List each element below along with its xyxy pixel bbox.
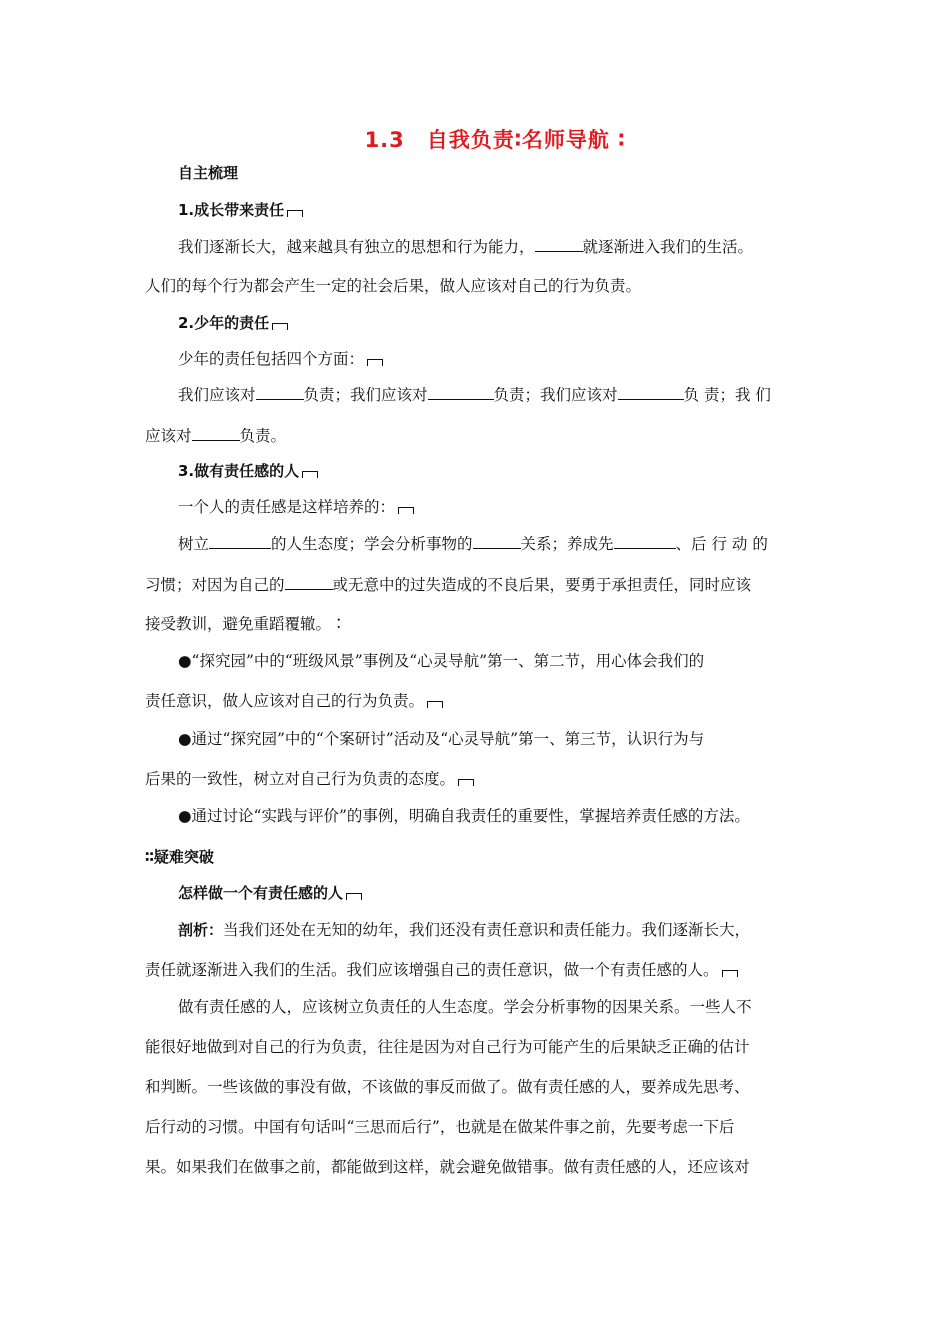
heading-responsible-person	[178, 461, 318, 481]
bracket-mark-icon	[272, 323, 288, 330]
section-heading-self-study: 自主梳理	[178, 164, 239, 182]
text: 就逐渐进入我们的生活。	[582, 238, 754, 256]
text: 后果的一致性，树立对自己行为负责的态度。	[145, 770, 456, 788]
paragraph-line	[178, 497, 414, 517]
bracket-mark-icon	[302, 471, 318, 478]
fill-blank	[192, 425, 240, 441]
heading-how-to-be-responsible	[178, 883, 362, 903]
bracket-mark-icon	[346, 893, 362, 900]
text: 一个人的责任感是这样培养的：	[178, 498, 396, 516]
fill-blank	[428, 384, 494, 400]
paragraph-line	[178, 533, 768, 554]
analysis-label: 剖析：	[178, 921, 224, 939]
paragraph-line: 接受教训，避免重蹈覆辙。∶	[145, 615, 347, 633]
bracket-mark-icon	[722, 970, 738, 977]
section-heading-difficulties: ∶∶疑难突破	[145, 848, 214, 866]
heading-text: 3.做有责任感的人	[178, 462, 300, 480]
fill-blank	[473, 533, 521, 549]
text: 责任意识，做人应该对自己的行为负责。	[145, 692, 425, 710]
text: 关系；养成先	[520, 535, 614, 553]
paragraph-line	[145, 425, 286, 446]
bracket-mark-icon	[367, 359, 383, 366]
text: 负责；我们应该对	[303, 386, 428, 404]
page-title: 1.3 自我负责∶名师导航 ∶	[364, 128, 626, 152]
text: 我们逐渐长大，越来越具有独立的思想和行为能力，	[178, 238, 535, 256]
paragraph-line: 后行动的习惯。中国有句话叫“三思而后行”，也就是在做某件事之前，先要考虑一下后	[145, 1118, 735, 1136]
text: 责任就逐渐进入我们的生活。我们应该增强自己的责任意识，做一个有责任感的人。	[145, 961, 719, 979]
fill-blank	[614, 533, 676, 549]
paragraph-line: 能很好地做到对自己的行为负责，往往是因为对自己行为可能产生的后果缺乏正确的估计	[145, 1038, 750, 1056]
bullet-line: ●通过讨论“实践与评价”的事例，明确自我责任的重要性，掌握培养责任感的方法。	[178, 807, 750, 825]
text: 或无意中的过失造成的不良后果，要勇于承担责任，同时应该	[332, 576, 752, 594]
fill-blank	[285, 574, 333, 590]
text: 我们应该对	[178, 386, 256, 404]
fill-blank	[535, 236, 583, 252]
paragraph-line: 果。如果我们在做事之前，都能做到这样，就会避免做错事。做有责任感的人，还应该对	[145, 1158, 750, 1176]
paragraph-line	[178, 236, 753, 257]
text: 、后 行 动 的	[675, 535, 768, 553]
bullet-line: ●“探究园”中的“班级风景”事例及“心灵导航”第一、第二节，用心体会我们的	[178, 652, 705, 670]
text: 少年的责任包括四个方面：	[178, 350, 365, 368]
paragraph-line: 人们的每个行为都会产生一定的社会后果，做人应该对自己的行为负责。	[145, 277, 642, 295]
paragraph-line: 做有责任感的人，应该树立负责任的人生态度。学会分析事物的因果关系。一些人不	[178, 998, 752, 1016]
text: 负责；我们应该对	[493, 386, 618, 404]
bracket-mark-icon	[458, 779, 474, 786]
paragraph-line	[145, 574, 751, 595]
bullet-line: ●通过“探究园”中的“个案研讨”活动及“心灵导航”第一、第三节，认识行为与	[178, 730, 705, 748]
bracket-mark-icon	[427, 701, 443, 708]
text: 的人生态度；学会分析事物的	[271, 535, 473, 553]
text: 负 责；我 们	[683, 386, 771, 404]
bracket-mark-icon	[398, 507, 414, 514]
fill-blank	[209, 533, 271, 549]
text: 树立	[178, 535, 210, 553]
text: 负责。	[239, 427, 287, 445]
heading-text: 怎样做一个有责任感的人	[178, 884, 344, 902]
bullet-line	[145, 769, 474, 789]
heading-text: 2.少年的责任	[178, 314, 270, 332]
paragraph-line: 和判断。一些该做的事没有做，不该做的事反而做了。做有责任感的人，要养成先思考、	[145, 1078, 750, 1096]
paragraph-line	[178, 384, 771, 405]
text: 当我们还处在无知的幼年，我们还没有责任意识和责任能力。我们逐渐长大，	[223, 921, 751, 939]
text: 习惯；对因为自己的	[145, 576, 285, 594]
heading-youth-responsibility	[178, 313, 288, 333]
heading-growth-responsibility	[178, 200, 303, 220]
analysis-line	[145, 960, 738, 980]
heading-text: 1.成长带来责任	[178, 201, 285, 219]
analysis-line	[178, 920, 750, 940]
fill-blank	[256, 384, 304, 400]
bracket-mark-icon	[287, 210, 303, 217]
paragraph-line	[178, 349, 383, 369]
fill-blank	[618, 384, 684, 400]
bullet-line	[145, 691, 443, 711]
text: 应该对	[145, 427, 192, 445]
